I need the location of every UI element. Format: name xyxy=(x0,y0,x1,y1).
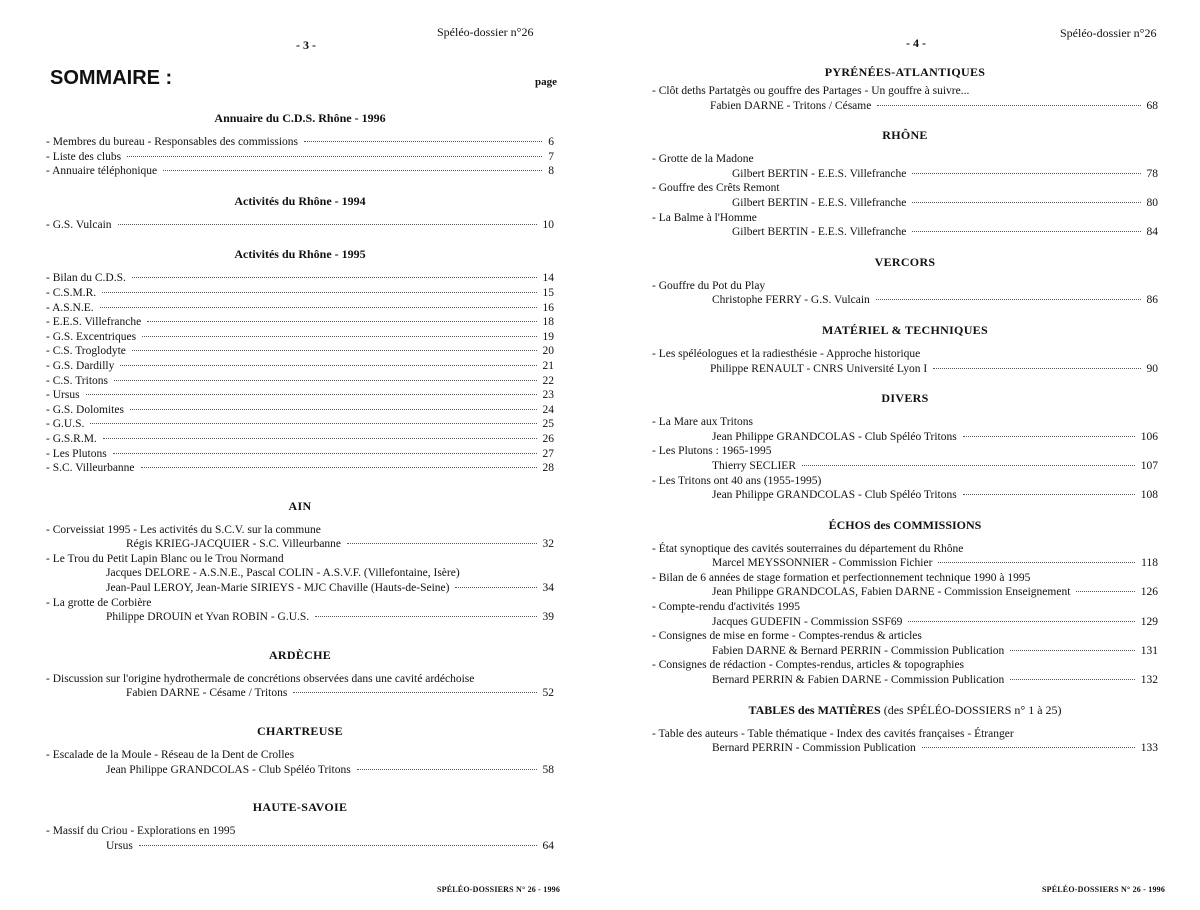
entry-title: - G.S. Dardilly xyxy=(46,359,115,372)
section-title: AIN xyxy=(288,498,312,513)
toc-entry[interactable] xyxy=(46,461,554,476)
section-title xyxy=(652,702,1158,718)
entry-author: Fabien DARNE & Bernard PERRIN - Commission Publication xyxy=(712,644,1005,657)
entry-title: - G.S.R.M. xyxy=(46,432,97,445)
toc-entry[interactable] xyxy=(46,417,554,432)
article-title: - Discussion sur l'origine hydrothermale de concrétions observées dans une cavité ardéchoise xyxy=(46,672,475,685)
article-title: - Clôt deths Partatgès ou gouffre des Partages - Un gouffre à suivre... xyxy=(652,85,970,97)
entry-author: Gilbert BERTIN - E.E.S. Villefranche xyxy=(732,226,907,239)
section-title: PYRÉNÉES-ATLANTIQUES xyxy=(824,65,986,79)
entry-page: 19 xyxy=(542,330,554,343)
entry-author: Gilbert BERTIN - E.E.S. Villefranche xyxy=(732,167,907,180)
section-title: ARDÈCHE xyxy=(268,647,332,662)
entry-author: Bernard PERRIN - Commission Publication xyxy=(712,742,916,755)
article-title: - Gouffre du Pot du Play xyxy=(652,279,766,292)
entry-page: 10 xyxy=(542,218,554,231)
entry-page: 52 xyxy=(542,687,554,700)
entry-page: 32 xyxy=(542,538,554,551)
entry-page: 84 xyxy=(1146,226,1158,239)
entry-author: Philippe DROUIN et Yvan ROBIN - G.U.S. xyxy=(106,611,310,624)
entry-page: 21 xyxy=(542,359,554,372)
page-footer: SPÉLÉO-DOSSIERS N° 26 - 1996 xyxy=(1042,885,1166,894)
toc-entry[interactable] xyxy=(46,301,554,316)
entry-author: Jean Philippe GRANDCOLAS - Club Spéléo Tritons xyxy=(712,430,957,443)
entry-title: - Annuaire téléphonique xyxy=(46,165,158,178)
toc-entry[interactable] xyxy=(46,610,554,625)
entry-title: - Bilan du C.D.S. xyxy=(46,272,126,285)
toc-entry[interactable] xyxy=(46,286,554,301)
entry-author: Philippe RENAULT - CNRS Université Lyon I xyxy=(710,362,928,375)
section-title: DIVERS xyxy=(881,391,929,406)
entry-title: - C.S. Troglodyte xyxy=(46,345,126,358)
section-title-main: TABLES des MATIÈRES xyxy=(748,702,881,717)
entry-page: 80 xyxy=(1146,196,1158,209)
entry-author: Jacques DELORE - A.S.N.E., Pascal COLIN - A.S.V.F. (Villefontaine, Isère) xyxy=(106,567,460,580)
entry-page: 108 xyxy=(1140,489,1158,502)
entry-page: 27 xyxy=(542,447,554,460)
entry-title: - E.E.S. Villefranche xyxy=(46,316,142,329)
entry-title: - G.S. Excentriques xyxy=(46,330,137,343)
entry-author: Ursus xyxy=(106,839,133,852)
toc-entry[interactable] xyxy=(652,615,1158,630)
entry-page: 28 xyxy=(542,462,554,475)
article-title: - Gouffre des Crêts Remont xyxy=(652,182,780,195)
toc-entry[interactable] xyxy=(652,673,1158,688)
page-title: SOMMAIRE : xyxy=(50,67,173,89)
article-title: - La Mare aux Tritons xyxy=(652,416,753,429)
entry-title: - Ursus xyxy=(46,389,80,402)
article-title: - La grotte de Corbière xyxy=(46,596,152,609)
entry-title: - Les Plutons xyxy=(46,447,107,460)
toc-entry[interactable] xyxy=(652,167,1158,182)
entry-page: 126 xyxy=(1140,586,1158,599)
article-title: - Corveissiat 1995 - Les activités du S.C.V. sur la commune xyxy=(46,523,321,536)
toc-entry[interactable] xyxy=(46,218,554,233)
entry-page: 132 xyxy=(1140,674,1158,687)
entry-page: 8 xyxy=(548,165,554,178)
entry-author: Marcel MEYSSONNIER - Commission Fichier xyxy=(712,557,933,570)
toc-entry[interactable] xyxy=(46,763,554,778)
page-column-label: page xyxy=(535,76,557,88)
entry-title: - G.S. Vulcain xyxy=(46,218,112,231)
entry-author: Jean Philippe GRANDCOLAS - Club Spéléo Tritons xyxy=(106,763,351,776)
entry-page: 39 xyxy=(542,611,554,624)
entry-page: 131 xyxy=(1140,644,1158,657)
section-title: CHARTREUSE xyxy=(257,724,343,739)
entry-page: 14 xyxy=(542,272,554,285)
toc-entry[interactable] xyxy=(46,374,554,389)
toc-entry[interactable] xyxy=(652,585,1158,600)
entry-title: - G.S. Dolomites xyxy=(46,403,124,416)
entry-title: - C.S. Tritons xyxy=(46,374,109,387)
toc-entry[interactable] xyxy=(652,362,1158,377)
article-title: - Les Plutons : 1965-1995 xyxy=(652,445,772,458)
entry-title: - G.U.S. xyxy=(46,418,85,431)
section-title: ÉCHOS des COMMISSIONS xyxy=(828,517,982,532)
toc-entry[interactable] xyxy=(652,741,1158,756)
article-title: - Bilan de 6 années de stage formation et perfectionnement technique 1990 à 1995 xyxy=(652,571,1031,584)
entry-page: 24 xyxy=(542,403,554,416)
entry-author: Fabien DARNE - Tritons / Césame xyxy=(710,99,872,112)
running-header: Spéléo-dossier n°26 xyxy=(1060,26,1157,40)
entry-page: 16 xyxy=(542,301,554,314)
entry-title: - S.C. Villeurbanne xyxy=(46,462,135,475)
entry-author: Jean Philippe GRANDCOLAS, Fabien DARNE - Commission Enseignement xyxy=(712,586,1071,599)
toc-entry[interactable] xyxy=(652,644,1158,659)
entry-page: 20 xyxy=(542,345,554,358)
section-title: MATÉRIEL & TECHNIQUES xyxy=(822,322,988,337)
entry-author: Jean Philippe GRANDCOLAS - Club Spéléo Tritons xyxy=(712,489,957,502)
article-title: - Escalade de la Moule - Réseau de la Dent de Crolles xyxy=(46,749,295,762)
entry-page: 68 xyxy=(1146,99,1158,112)
toc-entry[interactable] xyxy=(46,686,554,701)
entry-author: Thierry SECLIER xyxy=(712,459,796,472)
entry-page: 15 xyxy=(542,286,554,299)
article-title: - Les spéléologues et la radiesthésie - Approche historique xyxy=(652,347,921,360)
entry-page: 86 xyxy=(1146,294,1158,307)
entry-page: 34 xyxy=(542,582,554,595)
toc-entry[interactable] xyxy=(46,150,554,165)
toc-entry[interactable] xyxy=(46,839,554,854)
entry-page: 6 xyxy=(548,136,554,148)
section-title-sub: (des SPÉLÉO-DOSSIERS n° 1 à 25) xyxy=(880,702,1062,717)
entry-author: Christophe FERRY - G.S. Vulcain xyxy=(712,294,870,307)
toc-entry[interactable] xyxy=(652,225,1158,240)
page-4 xyxy=(600,0,1200,910)
section-title: Annuaire du C.D.S. Rhône - 1996 xyxy=(214,111,386,125)
entry-page: 25 xyxy=(542,418,554,431)
toc-right xyxy=(652,64,1158,756)
page-footer: SPÉLÉO-DOSSIERS N° 26 - 1996 xyxy=(437,885,561,894)
toc-entry[interactable] xyxy=(46,388,554,403)
entry-page: 58 xyxy=(542,763,554,776)
toc-entry[interactable] xyxy=(652,459,1158,474)
entry-page: 7 xyxy=(548,150,554,163)
entry-page: 118 xyxy=(1141,557,1158,570)
article-title: - Massif du Criou - Explorations en 1995 xyxy=(46,825,236,838)
toc-entry[interactable] xyxy=(652,430,1158,445)
entry-page: 23 xyxy=(542,389,554,402)
article-title: - Table des auteurs - Table thématique - Index des cavités françaises - Étranger xyxy=(652,727,1014,740)
entry-title: - Liste des clubs xyxy=(46,150,122,163)
toc-entry[interactable] xyxy=(46,403,554,418)
entry-author: Jacques GUDEFIN - Commission SSF69 xyxy=(712,615,903,628)
entry-page: 22 xyxy=(542,374,554,387)
toc-entry[interactable] xyxy=(46,164,554,179)
entry-page: 106 xyxy=(1140,430,1158,443)
section-title: Activités du Rhône - 1995 xyxy=(234,247,366,262)
entry-page: 18 xyxy=(542,316,554,329)
toc-entry[interactable] xyxy=(652,293,1158,308)
article-title: - État synoptique des cavités souterraines du département du Rhône xyxy=(652,542,964,555)
toc-entry[interactable] xyxy=(46,432,554,447)
section-title: Activités du Rhône - 1994 xyxy=(234,193,366,208)
toc-entry[interactable] xyxy=(652,196,1158,211)
running-header: Spéléo-dossier n°26 xyxy=(437,25,534,39)
article-title: - Le Trou du Petit Lapin Blanc ou le Trou Normand xyxy=(46,552,284,565)
toc-entry[interactable] xyxy=(46,447,554,462)
entry-author: Bernard PERRIN & Fabien DARNE - Commission Publication xyxy=(712,674,1005,687)
article-title: - Compte-rendu d'activités 1995 xyxy=(652,601,801,614)
article-title: - Consignes de mise en forme - Comptes-rendus & articles xyxy=(652,630,922,643)
entry-page: 133 xyxy=(1140,742,1158,755)
entry-title: - A.S.N.E. xyxy=(46,301,94,314)
section-title: VERCORS xyxy=(874,254,936,269)
entry-page: 26 xyxy=(542,432,554,445)
entry-page: 107 xyxy=(1140,459,1158,472)
entry-author: Fabien DARNE - Césame / Tritons xyxy=(126,687,288,700)
entry-author: Jean-Paul LEROY, Jean-Marie SIRIEYS - MJC Chaville (Hauts-de-Seine) xyxy=(106,582,450,595)
toc-entry[interactable] xyxy=(46,359,554,374)
toc-entry[interactable] xyxy=(46,271,554,286)
article-title: - La Balme à l'Homme xyxy=(652,211,757,224)
entry-author: Gilbert BERTIN - E.E.S. Villefranche xyxy=(732,196,907,209)
article-title: - Consignes de rédaction - Comptes-rendus, articles & topographies xyxy=(652,659,965,672)
toc-entry[interactable] xyxy=(46,344,554,359)
article-title: - Grotte de la Madone xyxy=(652,153,754,166)
article-title: - Les Tritons ont 40 ans (1955-1995) xyxy=(652,474,822,487)
toc-entry[interactable] xyxy=(46,330,554,345)
toc-entry[interactable] xyxy=(652,99,1158,114)
entry-page: 129 xyxy=(1140,615,1158,628)
toc-entry[interactable] xyxy=(46,581,554,596)
entry-title: - Membres du bureau - Responsables des commissions xyxy=(46,136,299,148)
toc-left xyxy=(46,110,554,853)
section-title: RHÔNE xyxy=(882,128,928,143)
entry-page: 90 xyxy=(1146,362,1158,375)
toc-entry[interactable] xyxy=(46,315,554,330)
entry-author: Régis KRIEG-JACQUIER - S.C. Villeurbanne xyxy=(126,538,342,551)
toc-entry[interactable] xyxy=(46,135,554,150)
page-number: - 3 - xyxy=(296,38,316,52)
section-title: HAUTE-SAVOIE xyxy=(252,800,348,815)
entry-title: - C.S.M.R. xyxy=(46,286,97,299)
entry-page: 78 xyxy=(1146,167,1158,180)
toc-entry[interactable] xyxy=(46,537,554,552)
entry-page: 64 xyxy=(542,839,554,852)
toc-entry[interactable] xyxy=(652,488,1158,503)
toc-entry[interactable] xyxy=(652,556,1158,571)
page-number: - 4 - xyxy=(906,36,926,50)
